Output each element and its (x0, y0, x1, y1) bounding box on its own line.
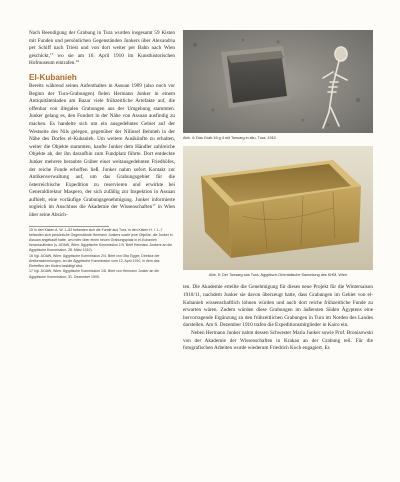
main-text-end: in Wien über seine Absich- (29, 204, 175, 219)
coffin-photo-image (183, 146, 373, 270)
footnote-17: 17 Vgl. AOAW, Wien: Ägyptische Kommission 1/8, Brief von Hermann Junker an die Ägyptische Kommission, 31. Dezember 1909. (29, 269, 160, 279)
main-paragraph (29, 83, 175, 220)
right-paragraph-1: ten. Die Akademie erteilte die Genehmigung für dieses neue Projekt für die Wintersaison 1910/11, nachdem Junker sie davon überzeugt hatte, dass Grabungen im Gebiet von el-Kubanieh wissenschaftlich lohnen würden und auch dort reiche frühzeitliche Funde zu erwarten wären. Zudem würden diese Grabungen im äußersten Süden Ägyptens eine hervorragende Ergänzung zu den frühzeitlichen Grabungen in Tura im Norden des Landes darstellen. Am 6. Dezember 1910 trafen die Expeditionsmitglieder in Kairo ein. (183, 284, 373, 329)
figure-5-caption: Abb. 5: Der Tonsarg aus Tura, Ägyptisch-Orientalische Sammlung des KHM, Wien (208, 273, 348, 278)
intro-paragraph (29, 30, 175, 68)
grave-photo (183, 30, 373, 133)
right-paragraph-2: Neben Hermann Junker nahm dessen Schwester Maria Junker sowie Prof. Bronisowski von der Akademie der Wissenschaften in Krakau an der Grabung teil. Für die fotografischen Arbeiten wurde wiederum Friedrich Koch engagiert. Es (183, 329, 373, 352)
main-text: Bereits während seines Aufenthaltes in Assuan 1909 (also noch vor Beginn der Tura-Grabungen) fielen Hermann Junker in einem Antiquitätenladen am Bazar viele frühzeitliche Artefakte auf, die offenbar von illegalen Grabungen aus der Umgebung stammten. Junker gelang es, den Fundort in der Nähe von Assuan ausfindig zu machen. Es handelte sich um ein ausgedehntes Gebiet auf der Westseite des Nils gelegen, gegenüber der Nilinsel Behmeh in der Nähe des Dorfes el-Kubanieh. Um weitere Ausikünfte zu erhalten, weiter die Objekte stammten, kaufte Junker dem Händler zahlreiche Objekte ab, der ihn daraufhin zum Fundplatz führte. Dort entdeckte Junker mehrere beraubte Gräber einer weitausgedehnten Friedhöfes, der reiche Funde erhoffen ließ. Junker nahm sofort Kontakt zur Antikenverwaltung auf, um das Grabungsgebiet für die österreichische Expedition zu reservieren und erwirkte bei Generaldirektor Maspero, der sich zufällig zur Inspektion in Assuan aufhielt, eine vorläufige Grabungsgenehmigung. Junker informierte sogleich im Anschluss die Akademie der Wissenschaften (29, 82, 175, 211)
footnote-ref-17[interactable]: 17 (152, 203, 156, 208)
right-column (183, 30, 373, 353)
footnote-ref-15[interactable]: 15 (49, 51, 54, 56)
footnote-16: 16 Vgl. AOAW, Wien: Ägyptische Kommission 2/4, Brief von Otto Egger, Direktor der Antikensammlungen, an die Ägyptische Kommission vom 12. April 1910, in dem das Eintreffen der Kisten bestätigt wird. (29, 253, 160, 268)
section-heading: El-Kubanieh (29, 72, 77, 82)
coffin-photo (183, 146, 373, 270)
intro-text-2: wo sie am 16. April 1910 im Kunsthistorischen Hofmuseum eintrafen. (29, 52, 175, 67)
right-text (183, 284, 373, 352)
grave-photo-image (183, 30, 373, 133)
footnotes (29, 226, 175, 280)
footnote-15: 15 In den Kisten A. W. 1–52 befanden sich die Funde aus Tura, in den Kisten H. I. 1–7 befanden sich persönliche Gegenstände Hermann Junkers sowie jene Objekte, die Junker in Assuan angekauft hatte, um mehr über einen neuen Grabungsplatz in el-Kubanieh herauszufinden (s. AOAW, Wien: Ägyptische Kommission 1/9, Brief Hermann Junkers an die Ägyptische Kommission, 28. März 1910). (29, 227, 173, 253)
left-column (29, 30, 175, 280)
footnote-ref-16[interactable]: 16 (75, 59, 80, 64)
figure-4-caption: Abb. 4: Das Grab 16 g 4 mit Tonsarg in situ, Tura, 1910 (183, 136, 276, 140)
intro-text: Nach Beendigung der Grabung in Tura wurden insgesamt 59 Kisten mit Funden und persönlichen Gegenständen Junkers über Alexandria per Schiff nach Triest und von dort weiter per Bahn nach Wien geschickt, (29, 30, 175, 59)
